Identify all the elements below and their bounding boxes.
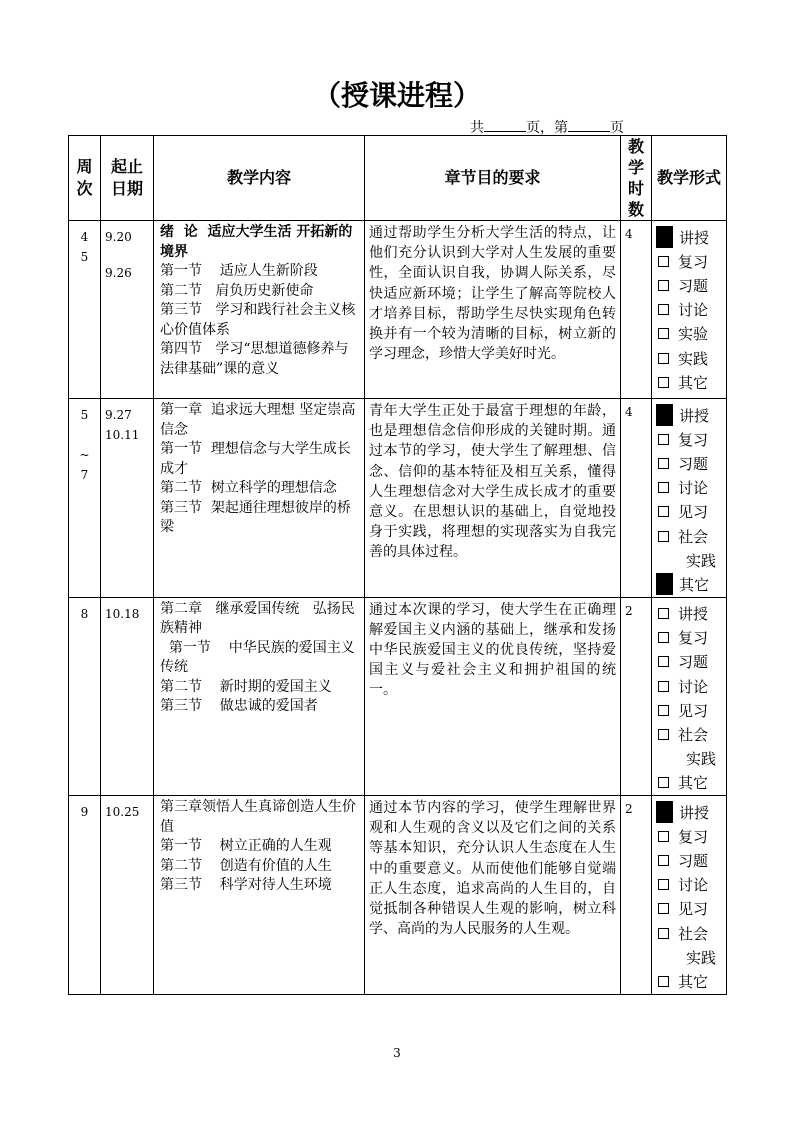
content-line: 第一节 理想信念与大学生成长成才 [160,441,351,477]
form-option[interactable] [658,403,726,427]
table-row [69,597,727,796]
form-option-label: 其它 [678,373,709,392]
content-line: 第三节 做忠诚的爱国者 [160,698,318,714]
header-dates: 起止日期 [101,136,154,221]
form-option-label: 习题 [678,276,709,295]
form-option[interactable] [658,451,726,475]
form-option-label: 实践 [686,551,717,570]
content-line: 第一章 追求远大理想 坚定崇高信念 [160,402,356,438]
week-value: 5 [80,408,89,422]
form-cell [652,597,727,796]
table-row [69,796,727,995]
content-line: 第四节 学习“思想道德修养与法律基础”课的意义 [160,341,349,377]
form-option[interactable] [658,921,726,945]
content-cell [154,221,365,399]
header-content: 教学内容 [154,136,365,221]
form-option[interactable] [658,969,726,993]
form-option[interactable] [658,298,726,322]
form-option[interactable] [658,572,726,596]
checkbox-icon[interactable] [658,256,669,267]
date-value: 9.20 [105,230,132,244]
form-option[interactable] [658,722,726,746]
checkbox-icon[interactable] [658,855,669,866]
checkbox-icon[interactable] [658,608,669,619]
header-week: 周次 [69,136,101,221]
requirements-cell [365,796,621,995]
form-option-label: 复习 [678,827,709,846]
content-line: 第一节 树立正确的人生观 [160,838,332,854]
form-option[interactable] [658,848,726,872]
dates-cell [101,221,154,399]
week-value [69,425,100,445]
checked-box-icon[interactable] [656,226,673,248]
content-line: 第三节 科学对待人生环境 [160,877,332,893]
checkbox-icon[interactable] [658,506,669,517]
page-number: 3 [393,1046,401,1060]
checked-box-icon[interactable] [656,404,673,426]
form-option [658,548,726,572]
content-line: 第一节 中华民族的爱国主义传统 [160,639,355,675]
week-cell [69,597,101,796]
date-value: 9.26 [105,266,132,280]
total-prefix: 共 [470,120,484,136]
hours-value: 4 [625,405,633,419]
requirements-text: 通过帮助学生分析大学生活的特点，让他们充分认识到大学对人生发展的重要性，全面认识自我，协调人际关系，尽快适应新环境；让学生了解高等院校人才培养目标，帮助学生尽快实现角色转换并有一个较为清晰的目标，树立新的学习理念，珍惜大学美好时光。 [369,225,616,363]
form-option-label: 社会 [678,527,709,546]
date-value: 9.27 [105,408,132,422]
date-value: 10.25 [105,805,140,819]
dates-cell [101,796,154,995]
checkbox-icon[interactable] [658,681,669,692]
checkbox-icon[interactable] [658,458,669,469]
checkbox-icon[interactable] [658,353,669,364]
form-option[interactable] [658,322,726,346]
form-option[interactable] [658,370,726,394]
checkbox-icon[interactable] [658,903,669,914]
form-cell [652,221,727,399]
week-value: 8 [80,606,89,621]
form-option-label: 讨论 [678,876,709,895]
form-option[interactable] [658,698,726,722]
header-form: 教学形式 [652,136,727,221]
form-option[interactable] [658,346,726,370]
form-option-label: 习题 [678,653,709,672]
form-option-label: 实验 [678,325,709,344]
week-value: ~ [79,448,90,462]
form-option[interactable] [658,771,726,795]
form-option-label: 复习 [678,252,709,271]
checkbox-icon[interactable] [658,976,669,987]
form-option [658,747,726,771]
content-line: 第二节 树立科学的理想信念 [160,480,337,496]
form-option-label: 其它 [678,774,709,793]
week-value: 4 [80,230,89,244]
table-row [69,221,727,399]
form-option[interactable] [658,873,726,897]
table-row [69,399,727,598]
date-value: 10.11 [105,428,140,442]
checkbox-icon[interactable] [658,377,669,388]
form-option[interactable] [658,800,726,824]
form-option[interactable] [658,626,726,650]
week-value: 7 [80,468,89,482]
form-option-label: 讨论 [678,479,709,498]
header-row [69,136,727,221]
content-line: 第三节 架起通往理想彼岸的桥梁 [160,499,351,535]
total-suffix: 页，第 [526,120,568,136]
content-cell [154,399,365,598]
form-option-label: 见习 [678,900,709,919]
checkbox-icon[interactable] [658,482,669,493]
form-option-label: 讨论 [678,677,709,696]
content-line: 第二节 新时期的爱国主义 [160,678,332,695]
page-count-line [470,117,624,137]
form-option-label: 讲授 [679,803,710,822]
content-line: 第三节 学习和践行社会主义核心价值体系 [160,302,356,338]
form-option-label: 讲授 [678,605,709,624]
requirements-text: 通过本次课的学习，使大学生在正确理解爱国主义内涵的基础上，继承和发扬中华民族爱国主义的优良传统，坚持爱国主义与爱社会主义和拥护祖国的统一。 [369,601,616,699]
form-option[interactable] [658,650,726,674]
checkbox-icon[interactable] [658,434,669,445]
hours-value: 2 [625,603,633,618]
hours-cell [621,221,652,399]
checked-box-icon[interactable] [656,573,673,595]
form-option-label: 复习 [678,629,709,648]
hours-cell [621,399,652,598]
requirements-text: 通过本节内容的学习，使学生理解世界观和人生观的含义以及它们之间的关系等基本知识，充分认识人生态度在人生中的重要意义。从而使他们能够自觉端正人生态度，追求高尚的人生目的，自觉抵制各种错误人生观的影响，树立科学、高尚的为人民服务的人生观。 [369,800,616,938]
checkbox-icon[interactable] [658,280,669,291]
week-cell [69,796,101,995]
form-option[interactable] [658,273,726,297]
form-option-label: 习题 [678,454,709,473]
content-line: 第二节 肩负历史新使命 [160,282,314,299]
hours-cell [621,597,652,796]
current-page-blank [568,119,610,132]
week-cell [69,399,101,598]
schedule-table [68,135,727,995]
form-option[interactable] [658,500,726,524]
form-option-label: 其它 [679,575,710,594]
content-line: 第二节 创造有价值的人生 [160,857,332,874]
checkbox-icon[interactable] [658,705,669,716]
form-option-label: 实践 [686,948,717,967]
content-line: 第三章领悟人生真谛创造人生价值 [160,799,356,835]
page-suffix: 页 [610,120,624,136]
form-option[interactable] [658,524,726,548]
checkbox-icon[interactable] [658,304,669,315]
content-cell [154,796,365,995]
requirements-cell [365,597,621,796]
form-option[interactable] [658,897,726,921]
checkbox-icon[interactable] [658,328,669,339]
requirements-cell [365,399,621,598]
form-option-label: 社会 [678,924,709,943]
form-option-label: 讲授 [679,228,710,247]
checkbox-icon[interactable] [658,777,669,788]
form-option-label: 见习 [678,701,709,720]
requirements-cell [365,221,621,399]
dates-cell [101,597,154,796]
week-value: 9 [80,805,89,819]
form-option-label: 实践 [686,750,717,769]
form-option[interactable] [658,602,726,626]
form-option-label: 社会 [678,726,709,745]
form-option[interactable] [658,249,726,273]
form-option-label: 复习 [678,430,709,449]
form-option [658,945,726,969]
checkbox-icon[interactable] [658,928,669,939]
form-option[interactable] [658,225,726,249]
form-option[interactable] [658,674,726,698]
content-line: 第一节 适应人生新阶段 [160,263,318,279]
total-pages-blank [484,119,526,132]
date-value: 10.18 [105,606,140,621]
form-option[interactable] [658,824,726,848]
hours-value: 4 [625,227,633,241]
form-cell [652,796,727,995]
checkbox-icon[interactable] [658,531,669,542]
form-option-label: 习题 [678,851,709,870]
checkbox-icon[interactable] [658,879,669,890]
checkbox-icon[interactable] [658,831,669,842]
page-title: （授课进程） [312,79,481,112]
form-option[interactable] [658,476,726,500]
form-option[interactable] [658,427,726,451]
form-option-label: 其它 [678,972,709,991]
form-option-label: 见习 [678,503,709,522]
header-hours: 教学时数 [621,136,652,221]
week-cell [69,221,101,399]
content-title: 绪 论 适应大学生活 开拓新的境界 [160,224,353,260]
form-option-label: 讲授 [679,406,710,425]
week-value: 5 [80,250,89,264]
checked-box-icon[interactable] [656,801,673,823]
checkbox-icon[interactable] [658,729,669,740]
header-requirements: 章节目的要求 [365,136,621,221]
content-cell [154,597,365,796]
content-line: 第二章 继承爱国传统 弘扬民族精神 [160,600,355,636]
form-cell [652,399,727,598]
dates-cell [101,399,154,598]
checkbox-icon[interactable] [658,656,669,667]
form-option-label: 讨论 [678,301,709,320]
hours-value: 2 [625,802,633,816]
checkbox-icon[interactable] [658,632,669,643]
requirements-text: 青年大学生正处于最富于理想的年龄，也是理想信念信仰形成的关键时期。通过本节的学习，使大学生了解理想、信念、信仰的基本特征及相互关系，懂得人生理想信念对大学生成长成才的重要意义。在思想认识的基础上，自觉地投身于实践，将理想的实现落实为自我完善的具体过程。 [369,403,616,561]
hours-cell [621,796,652,995]
form-option-label: 实践 [678,349,709,368]
